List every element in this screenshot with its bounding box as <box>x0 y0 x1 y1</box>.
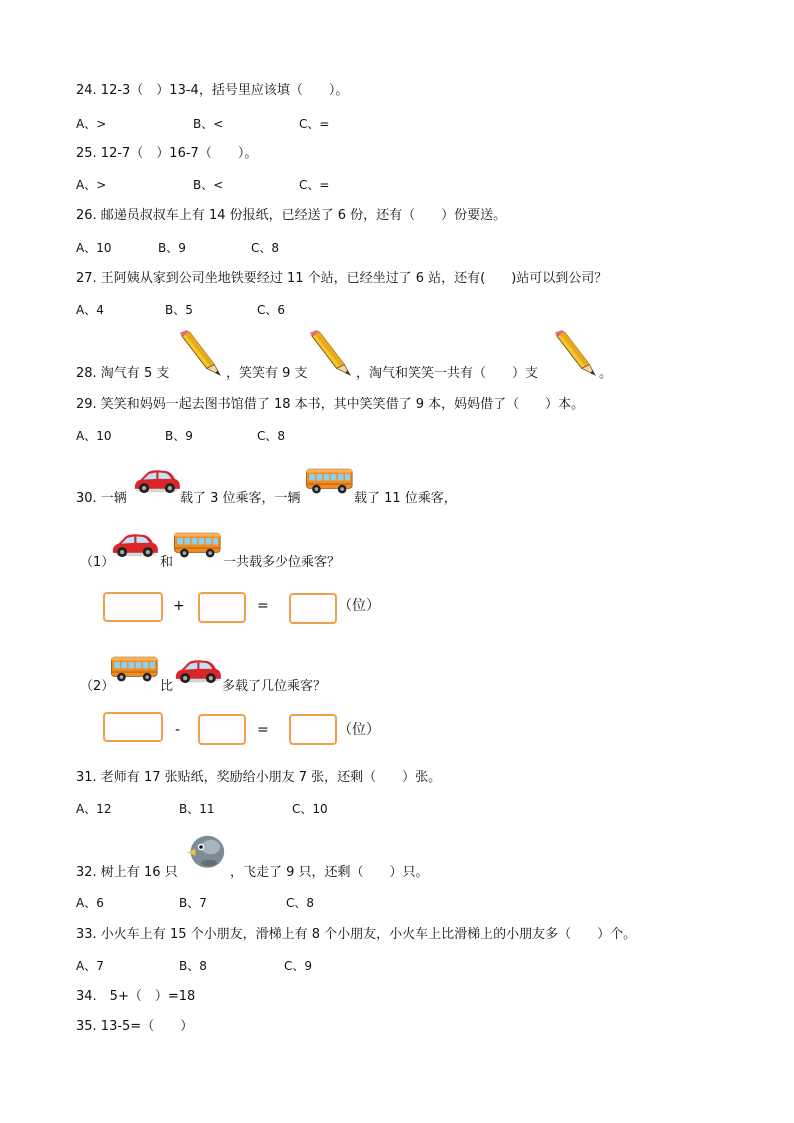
q30-text-1: 30. 一辆 <box>76 491 127 506</box>
red-car-icon <box>173 656 223 686</box>
q24-option-c[interactable]: C、= <box>299 117 330 131</box>
q30-sub1-unit: （位） <box>338 598 380 614</box>
q28-text-3: ，淘气和笑笑一共有（ ）支 <box>356 366 539 381</box>
bus-icon <box>305 464 355 497</box>
q25-option-b[interactable]: B、< <box>193 178 224 192</box>
q30-sub2-answer-box-2[interactable] <box>198 714 246 745</box>
q30-sub2-minus: - <box>175 722 181 738</box>
bus-icon <box>110 652 160 685</box>
q30-sub1-text: 一共载多少位乘客？ <box>223 555 341 570</box>
q29-text: 29. 笑笑和妈妈一起去图书馆借了 18 本书，其中笑笑借了 9 本，妈妈借了（ ）本。 <box>76 397 585 412</box>
q27-text: 27. 王阿姨从家到公司坐地铁要经过 11 个站，已经坐过了 6 站，还有( )站可以到公司？ <box>76 271 608 286</box>
q28-text-1: 28. 淘气有 5 支 <box>76 366 170 381</box>
q30-sub2-than: 比 <box>160 679 174 694</box>
q27-option-b[interactable]: B、5 <box>165 303 193 317</box>
q30-sub1-number: （1） <box>80 555 115 570</box>
q34-text: 34. 5+（ ）=18 <box>76 989 196 1004</box>
q33-option-a[interactable]: A、7 <box>76 959 104 973</box>
q35-text: 35. 13-5=（ ） <box>76 1019 194 1034</box>
q30-sub2-text: 多载了几位乘客？ <box>222 679 327 694</box>
q30-sub1-answer-box-2[interactable] <box>198 592 246 623</box>
red-car-icon <box>132 466 182 496</box>
q27-option-c[interactable]: C、6 <box>257 303 286 317</box>
q33-option-b[interactable]: B、8 <box>179 959 207 973</box>
q32-option-c[interactable]: C、8 <box>286 896 315 910</box>
q32-text-1: 32. 树上有 16 只 <box>76 865 178 880</box>
q30-sub2-answer-box-1[interactable] <box>103 712 163 742</box>
q30-sub2-number: （2） <box>80 679 115 694</box>
q29-option-b[interactable]: B、9 <box>165 429 193 443</box>
q30-sub1-and: 和 <box>160 555 174 570</box>
bus-icon <box>173 528 223 561</box>
q30-text-2: 载了 3 位乘客，一辆 <box>180 491 301 506</box>
q30-sub1-answer-box-3[interactable] <box>289 593 337 624</box>
q30-sub2-answer-box-3[interactable] <box>289 714 337 745</box>
q30-sub1-equals: = <box>257 598 269 614</box>
q32-text-2: ，飞走了 9 只，还剩（ ）只。 <box>230 865 429 880</box>
q29-option-a[interactable]: A、10 <box>76 429 112 443</box>
q25-option-c[interactable]: C、= <box>299 178 330 192</box>
q28-text-2: ，笑笑有 9 支 <box>226 366 308 381</box>
q31-text: 31. 老师有 17 张贴纸，奖励给小朋友 7 张，还剩（ ）张。 <box>76 770 442 785</box>
q30-sub1-answer-box-1[interactable] <box>103 592 163 622</box>
pencil-icon <box>306 330 354 378</box>
q31-option-c[interactable]: C、10 <box>292 802 328 816</box>
q26-option-c[interactable]: C、8 <box>251 241 280 255</box>
q30-sub2-equals: = <box>257 722 269 738</box>
q24-text: 24. 12-3（ ）13-4，括号里应该填（ ）。 <box>76 83 349 98</box>
q26-text: 26. 邮递员叔叔车上有 14 份报纸，已经送了 6 份，还有（ ）份要送。 <box>76 208 507 223</box>
q32-option-b[interactable]: B、7 <box>179 896 207 910</box>
q33-option-c[interactable]: C、9 <box>284 959 313 973</box>
q25-option-a[interactable]: A、> <box>76 178 107 192</box>
q30-sub1-plus: + <box>173 598 185 614</box>
q24-option-a[interactable]: A、> <box>76 117 107 131</box>
red-car-icon <box>110 530 160 560</box>
q33-text: 33. 小火车上有 15 个小朋友，滑梯上有 8 个小朋友，小火车上比滑梯上的小朋友多（ ）个。 <box>76 927 637 942</box>
q26-option-b[interactable]: B、9 <box>158 241 186 255</box>
q29-option-c[interactable]: C、8 <box>257 429 286 443</box>
pencil-icon <box>551 330 599 378</box>
q30-text-3: 载了 11 位乘客， <box>354 491 457 506</box>
bird-icon <box>183 831 227 871</box>
q26-option-a[interactable]: A、10 <box>76 241 112 255</box>
q30-sub2-unit: （位） <box>338 722 380 738</box>
q25-text: 25. 12-7（ ）16-7（ ）。 <box>76 146 258 161</box>
q27-option-a[interactable]: A、4 <box>76 303 104 317</box>
q28-text-4: 。 <box>599 366 613 381</box>
q31-option-a[interactable]: A、12 <box>76 802 112 816</box>
pencil-icon <box>176 330 224 378</box>
q24-option-b[interactable]: B、< <box>193 117 224 131</box>
q32-option-a[interactable]: A、6 <box>76 896 104 910</box>
q31-option-b[interactable]: B、11 <box>179 802 215 816</box>
